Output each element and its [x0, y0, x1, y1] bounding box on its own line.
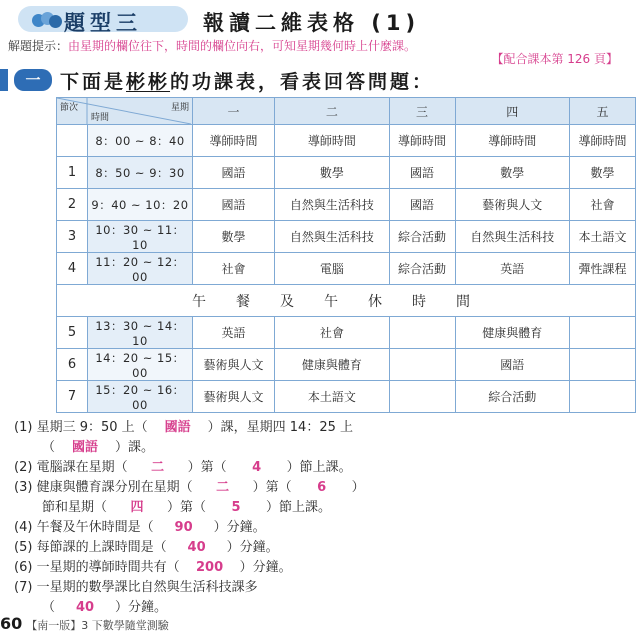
table-row [57, 221, 636, 253]
hint-label: 解題提示： [8, 39, 69, 53]
answer-value: 國語 [72, 440, 99, 455]
answer-text: 每節課的上課時間是（ [36, 540, 167, 555]
timetable [56, 97, 636, 413]
day-header: 四 [455, 98, 569, 125]
subject-cell: 導師時間 [389, 125, 455, 157]
answer-text: ）第（ [252, 480, 292, 495]
time-cell: 11：20 ~ 12：00 [88, 253, 193, 285]
answer-value: 二 [151, 460, 165, 475]
corner-period: 節次 [60, 103, 79, 113]
subject-cell: 電腦 [275, 253, 389, 285]
lunch-cell: 午餐及午休時間 [57, 285, 636, 317]
answer-line-5 [14, 536, 279, 555]
answer-number: (2) [14, 460, 33, 475]
subject-cell: 國語 [193, 157, 275, 189]
table-row [57, 317, 636, 349]
table-row [57, 349, 636, 381]
subject-cell: 國語 [389, 157, 455, 189]
subject-cell: 藝術與人文 [193, 349, 275, 381]
answer-text: 一星期的數學課比自然與生活科技課多 [36, 580, 258, 595]
answer-value: 5 [231, 500, 241, 515]
subject-cell: 本土語文 [569, 221, 635, 253]
subject-cell: 社會 [569, 189, 635, 221]
subject-cell: 本土語文 [275, 381, 389, 413]
table-row [57, 157, 636, 189]
subject-cell: 自然與生活科技 [275, 221, 389, 253]
subject-cell: 綜合活動 [455, 381, 569, 413]
answer-text: ） [351, 480, 365, 495]
answer-text: ）分鐘。 [226, 540, 279, 555]
footer [0, 614, 169, 633]
answer-number: (4) [14, 520, 33, 535]
answer-line-1 [14, 416, 353, 435]
time-cell: 9：40 ~ 10：20 [88, 189, 193, 221]
hint-text: 由星期的欄位往下，時間的欄位向右，可知星期幾何時上什麼課。 [68, 39, 417, 53]
day-header: 一 [193, 98, 275, 125]
question-heading [0, 67, 640, 95]
answer-line-1b [42, 436, 154, 455]
answer-text: ）第（ [167, 500, 207, 515]
subject-cell: 數學 [569, 157, 635, 189]
answer-text: ）第（ [187, 460, 227, 475]
period-cell: 3 [57, 221, 88, 253]
answer-text: ）分鐘。 [239, 560, 292, 575]
subject-cell: 導師時間 [455, 125, 569, 157]
period-cell: 2 [57, 189, 88, 221]
day-header: 二 [275, 98, 389, 125]
subject-cell [569, 317, 635, 349]
subject-cell: 英語 [455, 253, 569, 285]
table-row [57, 125, 636, 157]
subject-cell: 國語 [389, 189, 455, 221]
answer-text: ）課。 [115, 440, 155, 455]
answer-value: 6 [317, 480, 327, 495]
topic-badge-title: 題型三 [64, 11, 142, 35]
answer-text: 午餐及午休時間是（ [36, 520, 154, 535]
question-number: 一 [14, 69, 52, 91]
corner-time: 時間 [91, 113, 110, 123]
question-bar [0, 69, 8, 91]
answer-line-2 [14, 456, 352, 475]
answer-text: 一星期的導師時間共有（ [36, 560, 180, 575]
period-cell: 5 [57, 317, 88, 349]
subject-cell: 自然與生活科技 [275, 189, 389, 221]
answer-line-7 [14, 576, 258, 595]
subject-cell: 導師時間 [275, 125, 389, 157]
answer-text: （ [42, 440, 56, 455]
subject-cell: 彈性課程 [569, 253, 635, 285]
answer-line-7b [42, 596, 167, 615]
subject-cell [389, 381, 455, 413]
subject-cell: 自然與生活科技 [455, 221, 569, 253]
topic-badge [18, 6, 188, 35]
subject-cell: 健康與體育 [275, 349, 389, 381]
footer-text: 【南一版】3 下數學隨堂測驗 [26, 619, 169, 632]
subject-cell: 綜合活動 [389, 253, 455, 285]
answer-number: (7) [14, 580, 33, 595]
table-row [57, 253, 636, 285]
answer-value: 40 [187, 540, 206, 555]
subject-cell: 社會 [193, 253, 275, 285]
answer-number: (5) [14, 540, 33, 555]
time-cell: 15：20 ~ 16：00 [88, 381, 193, 413]
subject-cell: 數學 [193, 221, 275, 253]
subject-cell: 藝術與人文 [193, 381, 275, 413]
subject-cell [569, 349, 635, 381]
answer-text: ）節上課。 [286, 460, 352, 475]
question-text-after: 的功課表，看表回答問題： [170, 71, 435, 93]
answer-value: 200 [196, 560, 224, 575]
table-row [57, 381, 636, 413]
day-header: 三 [389, 98, 455, 125]
answer-text: 電腦課在星期（ [36, 460, 128, 475]
period-cell [57, 125, 88, 157]
day-header: 五 [569, 98, 635, 125]
subject-cell: 導師時間 [569, 125, 635, 157]
time-cell: 10：30 ~ 11：10 [88, 221, 193, 253]
textbook-reference: 【配合課本第 126 頁】 [491, 52, 618, 66]
answer-text: 星期三 9：50 上（ [36, 420, 148, 435]
period-cell: 6 [57, 349, 88, 381]
corner-cell [57, 98, 193, 125]
subject-cell: 國語 [193, 189, 275, 221]
answer-line-4 [14, 516, 266, 535]
dots-icon [32, 12, 62, 28]
subject-cell: 健康與體育 [455, 317, 569, 349]
time-cell: 13：30 ~ 14：10 [88, 317, 193, 349]
question-text-before: 下面是 [60, 71, 127, 93]
header [8, 4, 632, 34]
lunch-row [57, 285, 636, 317]
period-cell: 7 [57, 381, 88, 413]
hint [8, 37, 416, 54]
corner-day: 星期 [170, 103, 189, 113]
subject-cell [569, 381, 635, 413]
table-row [57, 189, 636, 221]
answer-value: 40 [75, 600, 95, 615]
period-cell: 4 [57, 253, 88, 285]
subject-cell: 國語 [455, 349, 569, 381]
subject-cell: 數學 [455, 157, 569, 189]
header-row [57, 98, 636, 125]
answer-number: (1) [14, 420, 33, 435]
answer-text: ）節上課。 [266, 500, 332, 515]
answer-text: ）課，星期四 14：25 上 [207, 420, 353, 435]
answer-number: (3) [14, 480, 33, 495]
answer-value: 國語 [164, 420, 191, 435]
subject-cell: 英語 [193, 317, 275, 349]
answer-text: 健康與體育課分別在星期（ [36, 480, 193, 495]
answer-line-6 [14, 556, 292, 575]
time-cell: 8：00 ~ 8：40 [88, 125, 193, 157]
subject-cell: 社會 [275, 317, 389, 349]
subject-cell: 導師時間 [193, 125, 275, 157]
answer-number: (6) [14, 560, 33, 575]
time-cell: 8：50 ~ 9：30 [88, 157, 193, 189]
period-cell: 1 [57, 157, 88, 189]
answer-line-3b [42, 496, 331, 515]
answer-value: 4 [252, 460, 262, 475]
subject-cell: 數學 [275, 157, 389, 189]
answer-value: 四 [130, 500, 144, 515]
subject-cell [389, 317, 455, 349]
answer-text: 節和星期（ [42, 500, 108, 515]
answer-value: 二 [216, 480, 230, 495]
subject-cell [389, 349, 455, 381]
subject-cell: 藝術與人文 [455, 189, 569, 221]
answer-text: ）分鐘。 [115, 600, 168, 615]
time-cell: 14：20 ~ 15：00 [88, 349, 193, 381]
answer-text: （ [42, 600, 56, 615]
answer-text: ）分鐘。 [213, 520, 266, 535]
page-title: 報讀二維表格 (1) [203, 11, 421, 35]
page-number: 60 [0, 614, 23, 633]
question-name: 彬彬 [126, 71, 171, 93]
answer-value: 90 [174, 520, 193, 535]
subject-cell: 綜合活動 [389, 221, 455, 253]
question-text [60, 67, 434, 94]
answer-line-3 [14, 476, 365, 495]
